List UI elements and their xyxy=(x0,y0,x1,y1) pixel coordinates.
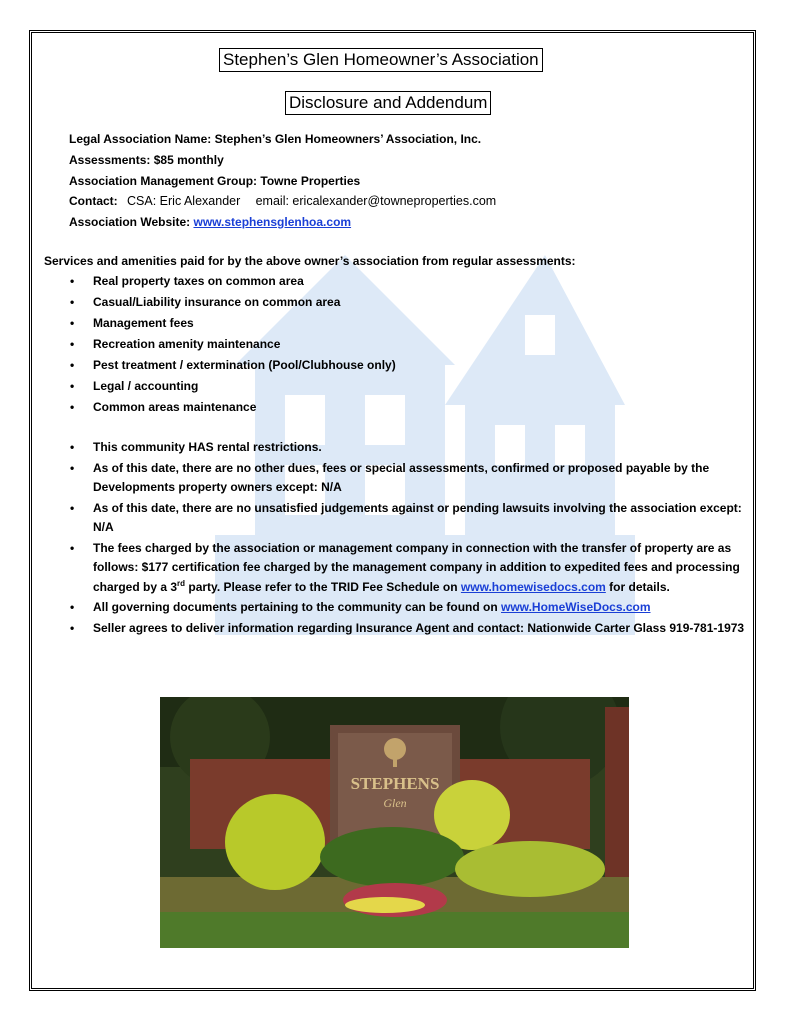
sign-name: STEPHENS xyxy=(350,774,440,793)
service-text: Casual/Liability insurance on common area xyxy=(93,295,341,309)
legal-name-value: Stephen’s Glen Homeowners’ Association, Inc. xyxy=(214,132,482,146)
legal-name-label: Legal Association Name: xyxy=(69,132,212,146)
fees-text: for details. xyxy=(605,579,670,594)
bullet-icon: • xyxy=(70,620,75,635)
homewisedocs-link[interactable]: www.homewisedocs.com xyxy=(460,579,606,594)
entrance-sign-photo xyxy=(160,697,629,948)
fees-text: The fees charged by the association or management company in connection with the transfer of property are as follows: $177 certification fee charged by the management company in addition to expedited fees and processing charged by a 3 xyxy=(93,540,740,594)
management-line xyxy=(69,174,360,188)
assessments-value: $85 monthly xyxy=(153,153,224,167)
services-heading: Services and amenities paid for by the above owner’s association from regular assessments: xyxy=(44,254,576,268)
insurance-note: Seller agrees to deliver information regarding Insurance Agent and contact: Nationwide Carter Glass 919-781-1973 xyxy=(93,620,745,635)
list-item xyxy=(70,438,750,458)
list-item xyxy=(70,619,750,639)
bullet-icon: • xyxy=(70,379,75,393)
contact-line xyxy=(69,194,496,208)
website-label: Association Website: xyxy=(69,215,191,229)
sign-subname: Glen xyxy=(383,796,407,810)
list-item xyxy=(70,292,396,313)
fees-text: party. Please refer to the TRID Fee Schedule on xyxy=(185,579,461,594)
list-item xyxy=(70,539,750,598)
contact-name: CSA: Eric Alexander xyxy=(127,194,241,208)
service-text: Pest treatment / extermination (Pool/Clubhouse only) xyxy=(93,358,396,372)
service-text: Recreation amenity maintenance xyxy=(93,337,281,351)
judgements-note: As of this date, there are no unsatisfied judgements against or pending lawsuits involving the association except: N/A xyxy=(93,500,742,534)
governing-text: All governing documents pertaining to the community can be found on xyxy=(93,600,502,614)
contact-email: email: ericalexander@towneproperties.com xyxy=(255,194,497,208)
services-list xyxy=(70,271,396,418)
contact-label: Contact: xyxy=(69,194,118,208)
bullet-icon: • xyxy=(70,600,75,614)
bullet-icon: • xyxy=(70,358,75,372)
list-item xyxy=(70,334,396,355)
rental-note: This community HAS rental restrictions. xyxy=(93,440,322,454)
bullet-icon: • xyxy=(70,337,75,351)
governing-docs-link[interactable]: www.HomeWiseDocs.com xyxy=(501,600,651,614)
notes-list xyxy=(70,438,750,639)
list-item xyxy=(70,355,396,376)
website-link[interactable]: www.stephensglenhoa.com xyxy=(193,215,352,229)
bullet-icon: • xyxy=(70,440,75,454)
service-text: Management fees xyxy=(93,316,194,330)
bullet-icon: • xyxy=(70,400,75,414)
bullet-icon: • xyxy=(70,316,75,330)
list-item xyxy=(70,598,750,618)
bullet-icon: • xyxy=(70,540,75,555)
list-item xyxy=(70,459,750,498)
assessments-line xyxy=(69,153,224,167)
dues-note: As of this date, there are no other dues, fees or special assessments, confirmed or proposed payable by the Developments property owners except: N/A xyxy=(93,460,710,494)
bullet-icon: • xyxy=(70,295,75,309)
service-text: Common areas maintenance xyxy=(93,400,257,414)
service-text: Real property taxes on common area xyxy=(93,274,304,288)
management-value: Towne Properties xyxy=(260,174,361,188)
list-item xyxy=(70,271,396,292)
service-text: Legal / accounting xyxy=(93,379,199,393)
management-label: Association Management Group: xyxy=(69,174,258,188)
list-item xyxy=(70,397,396,418)
bullet-icon: • xyxy=(70,274,75,288)
page-subtitle: Disclosure and Addendum xyxy=(285,91,491,115)
bullet-icon: • xyxy=(70,460,75,475)
fees-note xyxy=(93,541,740,594)
bullet-icon: • xyxy=(70,500,75,515)
list-item xyxy=(70,499,750,538)
list-item xyxy=(70,376,396,397)
website-line xyxy=(69,215,351,229)
list-item xyxy=(70,313,396,334)
assessments-label: Assessments: xyxy=(69,153,151,167)
legal-name-line xyxy=(69,132,481,146)
page-title: Stephen’s Glen Homeowner’s Association xyxy=(219,48,543,72)
ordinal-suffix: rd xyxy=(177,578,186,588)
